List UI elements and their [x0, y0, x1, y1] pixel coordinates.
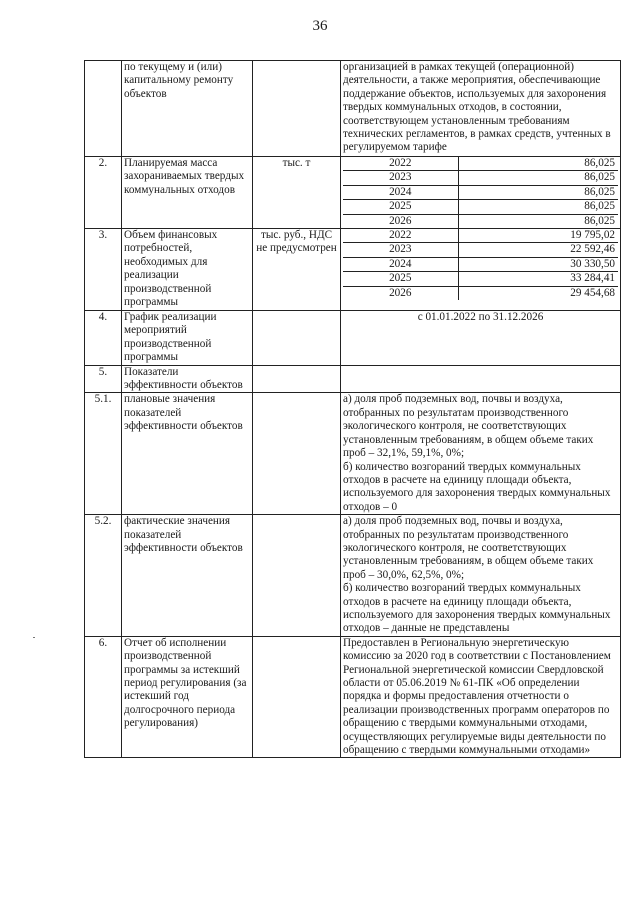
year-cell: 2023	[343, 243, 458, 257]
year-cell: 2023	[343, 171, 458, 185]
value-cell: 22 592,46	[458, 243, 618, 257]
row-name: фактические значения показателей эффективности объектов	[122, 515, 253, 637]
row-name: График реализации мероприятий производственной программы	[122, 311, 253, 366]
row-name: Планируемая масса захораниваемых твердых коммунальных отходов	[122, 157, 253, 229]
row-unit	[253, 365, 341, 393]
table-row-planned-values	[85, 393, 621, 515]
year-cell: 2025	[343, 200, 458, 214]
row-unit	[253, 515, 341, 637]
year-row	[343, 185, 618, 199]
value-cell: 86,025	[458, 185, 618, 199]
row-number	[85, 61, 122, 157]
row-value	[341, 393, 621, 515]
row-number: 6.	[85, 636, 122, 758]
year-row	[343, 200, 618, 214]
page-number: 36	[312, 18, 328, 34]
row-value	[341, 157, 621, 229]
row-number: 5.	[85, 365, 122, 393]
year-row	[343, 272, 618, 286]
row-unit: тыс. т	[253, 157, 341, 229]
table-row-actual-values	[85, 515, 621, 637]
scan-speck	[33, 637, 35, 638]
value-cell: 86,025	[458, 157, 618, 171]
year-row	[343, 229, 618, 243]
year-values-table	[343, 229, 618, 300]
row-unit: тыс. руб., НДС не предусмотрен	[253, 229, 341, 311]
year-cell: 2022	[343, 229, 458, 243]
row-unit	[253, 636, 341, 758]
year-row	[343, 171, 618, 185]
row-value: организацией в рамках текущей (операционной) деятельности, а также мероприятия, обеспечивающие поддержание объектов, используемых для захоронения твердых коммунальных отходов, в состоянии, соответствующем установленным требованиям технических регламентов, в рамках средств, учтенных в регулируемом тарифе	[341, 61, 621, 157]
row-unit	[253, 311, 341, 366]
row-value: с 01.01.2022 по 31.12.2026	[341, 311, 621, 366]
value-cell: 19 795,02	[458, 229, 618, 243]
year-row	[343, 286, 618, 300]
row-unit	[253, 393, 341, 515]
year-row	[343, 214, 618, 228]
row-name: по текущему и (или) капитальному ремонту объектов	[122, 61, 253, 157]
row-number: 5.2.	[85, 515, 122, 637]
table-row-continued	[85, 61, 621, 157]
value-cell: 86,025	[458, 214, 618, 228]
value-cell: 33 284,41	[458, 272, 618, 286]
value-cell: 29 454,68	[458, 286, 618, 300]
row-name: плановые значения показателей эффективности объектов	[122, 393, 253, 515]
row-value	[341, 229, 621, 311]
table-row-planned-mass	[85, 157, 621, 229]
year-cell: 2026	[343, 286, 458, 300]
indicator-b: б) количество возгораний твердых коммунальных отходов в расчете на единицу площади объекта, используемого для захоронения твердых коммунальных отходов – данные не представлены	[343, 582, 611, 635]
year-cell: 2024	[343, 185, 458, 199]
table-row-schedule	[85, 311, 621, 366]
value-cell: 86,025	[458, 200, 618, 214]
value-cell: 30 330,50	[458, 257, 618, 271]
table-row-financial-needs	[85, 229, 621, 311]
row-value	[341, 515, 621, 637]
row-name: Показатели эффективности объектов	[122, 365, 253, 393]
row-unit	[253, 61, 341, 157]
indicator-b: б) количество возгораний твердых коммунальных отходов в расчете на единицу площади объекта, используемого для захоронения твердых коммунальных отходов – 0	[343, 460, 611, 513]
row-number: 5.1.	[85, 393, 122, 515]
year-cell: 2025	[343, 272, 458, 286]
year-row	[343, 157, 618, 171]
year-cell: 2022	[343, 157, 458, 171]
row-value	[341, 365, 621, 393]
indicator-a: а) доля проб подземных вод, почвы и воздуха, отобранных по результатам производственного экологического контроля, не соответствующих установленным требованиям, в общем объеме таких проб – 32,1%, 59,1%, 0%;	[343, 393, 594, 460]
year-cell: 2026	[343, 214, 458, 228]
table-row-efficiency-indicators	[85, 365, 621, 393]
row-name: Отчет об исполнении производственной программы за истекший период регулирования (за истекший год долгосрочного периода регулирования)	[122, 636, 253, 758]
year-values-table	[343, 157, 618, 228]
value-cell: 86,025	[458, 171, 618, 185]
row-number: 4.	[85, 311, 122, 366]
year-row	[343, 243, 618, 257]
row-value: Предоставлен в Региональную энергетическую комиссию за 2020 год в соответствии с Постановлением Региональной энергетической комиссии Свердловской области от 05.06.2019 № 61-ПК «Об определении порядка и формы предоставления отчетности о реализации производственных программ операторов по обращению с твердыми коммунальными отходами, осуществляющих регулируемые виды деятельности по обращению с твердыми коммунальными отходами»	[341, 636, 621, 758]
row-name: Объем финансовых потребностей, необходимых для реализации производственной программы	[122, 229, 253, 311]
row-number: 2.	[85, 157, 122, 229]
year-cell: 2024	[343, 257, 458, 271]
indicator-a: а) доля проб подземных вод, почвы и воздуха, отобранных по результатам производственного экологического контроля, не соответствующих установленным требованиям, в общем объеме таких проб – 30,0%, 62,5%, 0%;	[343, 515, 594, 581]
production-program-table	[84, 60, 621, 758]
table-row-execution-report	[85, 636, 621, 758]
year-row	[343, 257, 618, 271]
row-number: 3.	[85, 229, 122, 311]
